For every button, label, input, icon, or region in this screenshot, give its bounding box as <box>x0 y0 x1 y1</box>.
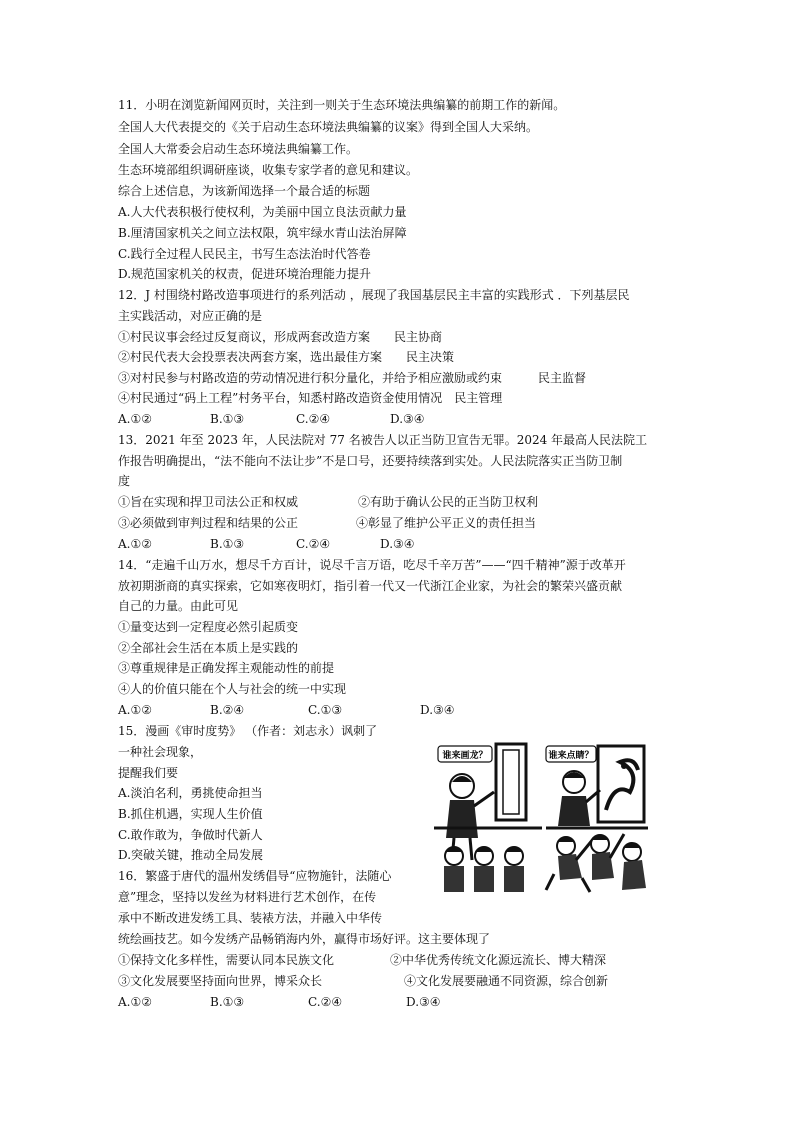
q15-stem-2: 一种社会现象， <box>118 745 203 759</box>
q15-option-a: A.淡泊名利，勇挑使命担当 <box>118 786 263 800</box>
crowd-right <box>546 834 646 892</box>
q16-stem-1: 16．繁盛于唐代的温州发绣倡导“应物施针，法随心 <box>118 869 392 883</box>
q12-stem-2: 主实践活动，对应正确的是 <box>118 309 263 323</box>
q13-option-b: B.①③ <box>210 537 245 551</box>
q14-stem-3: 自己的力量。由此可见 <box>118 599 239 613</box>
q14-statement-3: ③尊重规律是正确发挥主观能动性的前提 <box>118 661 335 675</box>
q14-statement-2: ②全部社会生活在本质上是实践的 <box>118 641 299 655</box>
q11-option-d: D.规范国家机关的权责，促进环境治理能力提升 <box>118 267 372 281</box>
q12-option-a: A.①② <box>118 412 152 426</box>
bubble-left-text: 谁来画龙？ <box>442 751 488 761</box>
q11-info-2: 全国人大常委会启动生态环境法典编纂工作。 <box>118 142 359 156</box>
q13-stem-2: 作报告明确提出，“法不能向不法让步”不是口号，还要持续落到实处。人民法院落实正当防卫制 <box>118 454 623 468</box>
dragon-painting <box>598 746 644 822</box>
q12-statement-3: ③对村民参与村路改造的劳动情况进行积分量化，并给予相应激励或约束 民主监督 <box>118 371 587 385</box>
q11-info-1: 全国人大代表提交的《关于启动生态环境法典编纂的议案》得到全国人大采纳。 <box>118 120 539 134</box>
q14-stem-2: 放初期浙商的真实探索，它如寒夜明灯，指引着一代又一代浙江企业家，为社会的繁荣兴盛贡献 <box>118 579 623 593</box>
q16-option-a: A.①② <box>118 995 152 1009</box>
q13-option-a: A.①② <box>118 537 152 551</box>
q12-statement-2: ②村民代表大会投票表决两套方案，选出最佳方案 民主决策 <box>118 350 455 364</box>
q14-option-d: D.③④ <box>420 703 455 717</box>
q12-option-b: B.①③ <box>210 412 245 426</box>
q11-option-b: B.厘清国家机关之间立法权限，筑牢绿水青山法治屏障 <box>118 226 407 240</box>
cartoon-illustration <box>434 742 648 894</box>
q14-option-a: A.①② <box>118 703 152 717</box>
q13-statement-3: ③必须做到审判过程和结果的公正 <box>118 516 299 530</box>
q16-statement-4: ④文化发展要融通不同资源，综合创新 <box>404 974 609 988</box>
q13-statement-1: ①旨在实现和捍卫司法公正和权威 <box>118 495 299 509</box>
q12-stem-1: 12．J 村围绕村路改造事项进行的系列活动 ，展现了我国基层民主丰富的实践形式 ．下列基层民 <box>118 288 630 302</box>
q15-stem-1: 15．漫画《审时度势》 （作者：刘志永）讽刺了 <box>118 724 378 738</box>
q16-statement-1: ①保持文化多样性，需要认同本民族文化 <box>118 953 335 967</box>
q11-option-a: A.人大代表积极行使权利，为美丽中国立良法贡献力量 <box>118 205 407 219</box>
q13-statement-4: ④彰显了维护公平正义的责任担当 <box>356 516 537 530</box>
speaker-left-body <box>446 800 478 838</box>
q15-option-b: B.抓住机遇，实现人生价值 <box>118 807 263 821</box>
q13-statement-2: ②有助于确认公民的正当防卫权利 <box>358 495 539 509</box>
q16-stem-3: 承中不断改进发绣工具、装裱方法，并融入中华传 <box>118 911 383 925</box>
q13-option-d: D.③④ <box>380 537 415 551</box>
q11-option-c: C.践行全过程人民民主，书写生态法治时代答卷 <box>118 247 371 261</box>
bubble-right-text: 谁来点睛？ <box>548 751 594 761</box>
q16-stem-2: 意”理念，坚持以发丝为材料进行艺术创作，在传 <box>118 890 377 904</box>
q14-option-c: C.①③ <box>308 703 343 717</box>
q15-option-d: D.突破关键，推动全局发展 <box>118 848 264 862</box>
q13-stem-3: 度 <box>118 474 131 488</box>
q16-option-d: D.③④ <box>406 995 441 1009</box>
crowd-left <box>444 847 524 892</box>
q15-option-c: C.敢作敢为，争做时代新人 <box>118 828 263 842</box>
q14-statement-1: ①量变达到一定程度必然引起质变 <box>118 620 299 634</box>
q11-stem: 11．小明在浏览新闻网页时，关注到一则关于生态环境法典编纂的前期工作的新闻。 <box>118 98 566 112</box>
q16-statement-3: ③文化发展要坚持面向世界，博采众长 <box>118 974 323 988</box>
pointing-arm-left <box>474 792 494 806</box>
q12-option-d: D.③④ <box>390 412 425 426</box>
q13-option-c: C.②④ <box>296 537 331 551</box>
q12-statement-4: ④村民通过“码上工程”村务平台，知悉村路改造资金使用情况 民主管理 <box>118 391 503 405</box>
q16-statement-2: ②中华优秀传统文化源远流长、博大精深 <box>390 953 607 967</box>
q12-option-c: C.②④ <box>296 412 331 426</box>
speaker-right-body <box>558 796 590 826</box>
q14-option-b: B.②④ <box>210 703 245 717</box>
q11-info-3: 生态环境部组织调研座谈，收集专家学者的意见和建议。 <box>118 163 419 177</box>
q16-option-b: B.①③ <box>210 995 245 1009</box>
q13-stem-1: 13．2021 年至 2023 年，人民法院对 77 名被告人以正当防卫宣告无罪。2024 年最高人民法院工 <box>118 433 648 447</box>
q16-option-c: C.②④ <box>308 995 343 1009</box>
q11-prompt: 综合上述信息，为该新闻选择一个最合适的标题 <box>118 184 371 198</box>
q14-stem-1: 14．“走遍千山万水，想尽千方百计，说尽千言万语，吃尽千辛万苦”——“四千精神”源于改革开 <box>118 558 626 572</box>
q14-statement-4: ④人的价值只能在个人与社会的统一中实现 <box>118 682 347 696</box>
q16-stem-4: 统绘画技艺。如今发绣产品畅销海内外，赢得市场好评。这主要体现了 <box>118 932 491 946</box>
q12-statement-1: ①村民议事会经过反复商议，形成两套改造方案 民主协商 <box>118 330 443 344</box>
q15-stem-3: 提醒我们要 <box>118 766 179 780</box>
